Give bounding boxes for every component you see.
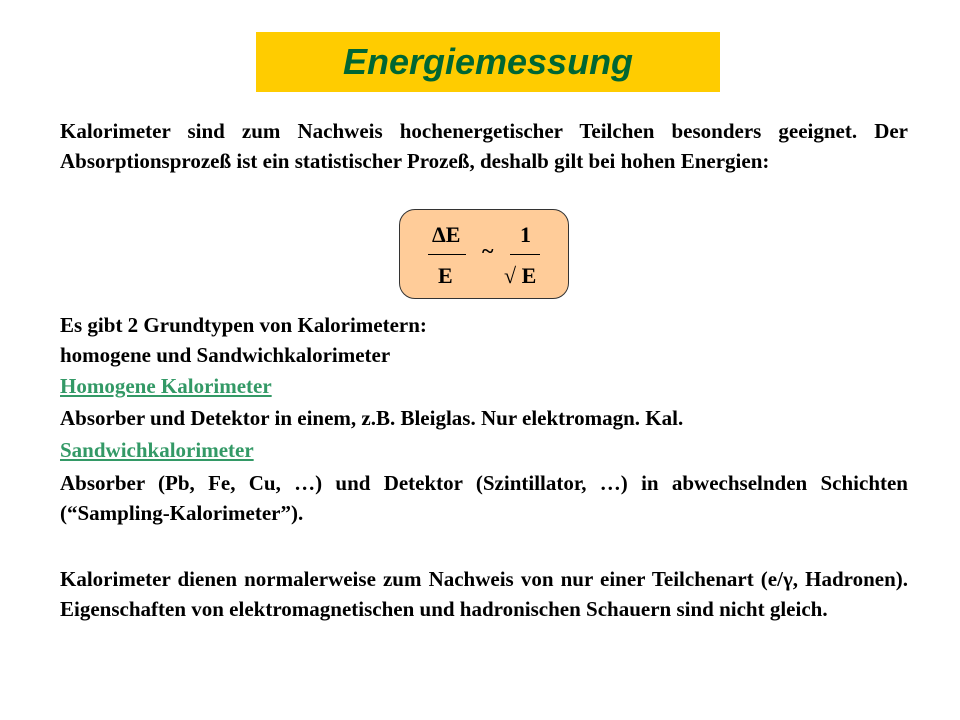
formula-box [399,209,569,299]
types-intro: Es gibt 2 Grundtypen von Kalorimetern: [60,313,427,337]
title-banner [256,32,720,92]
formula-denominator-right: √ E [504,263,537,288]
homogeneous-heading-text: Homogene Kalorimeter [60,374,272,398]
sandwich-heading [60,435,908,465]
sandwich-heading-text: Sandwichkalorimeter [60,438,254,462]
closing-paragraph: Kalorimeter dienen normalerweise zum Nachweis von nur einer Teilchenart (e/γ, Hadronen). Eigenschaften von elektromagnetischen und hadronischen Schauern sind nicht gleich. [60,567,908,621]
sandwich-description: Absorber (Pb, Fe, Cu, …) und Detektor (Szintillator, …) in abwechselnden Schichten (“Sampling-Kalorimeter”). [60,471,908,525]
types-list: homogene und Sandwichkalorimeter [60,343,391,367]
formula-numerator-left: ΔE [432,222,461,247]
homogeneous-description: Absorber und Detektor in einem, z.B. Bleiglas. Nur elektromagn. Kal. [60,406,684,430]
fraction-bar-left [428,254,466,255]
homogeneous-heading [60,371,908,401]
page-title: Energiemessung [342,41,634,82]
intro-paragraph: Kalorimeter sind zum Nachweis hochenergetischer Teilchen besonders geeignet. Der Absorptionsprozeß ist ein statistischer Prozeß, deshalb gilt bei hohen Energien: [60,119,908,173]
formula-numerator-right: 1 [520,222,531,247]
formula-denominator-left: E [438,263,453,288]
fraction-bar-right [510,254,540,255]
formula-relation: ~ [482,238,494,263]
